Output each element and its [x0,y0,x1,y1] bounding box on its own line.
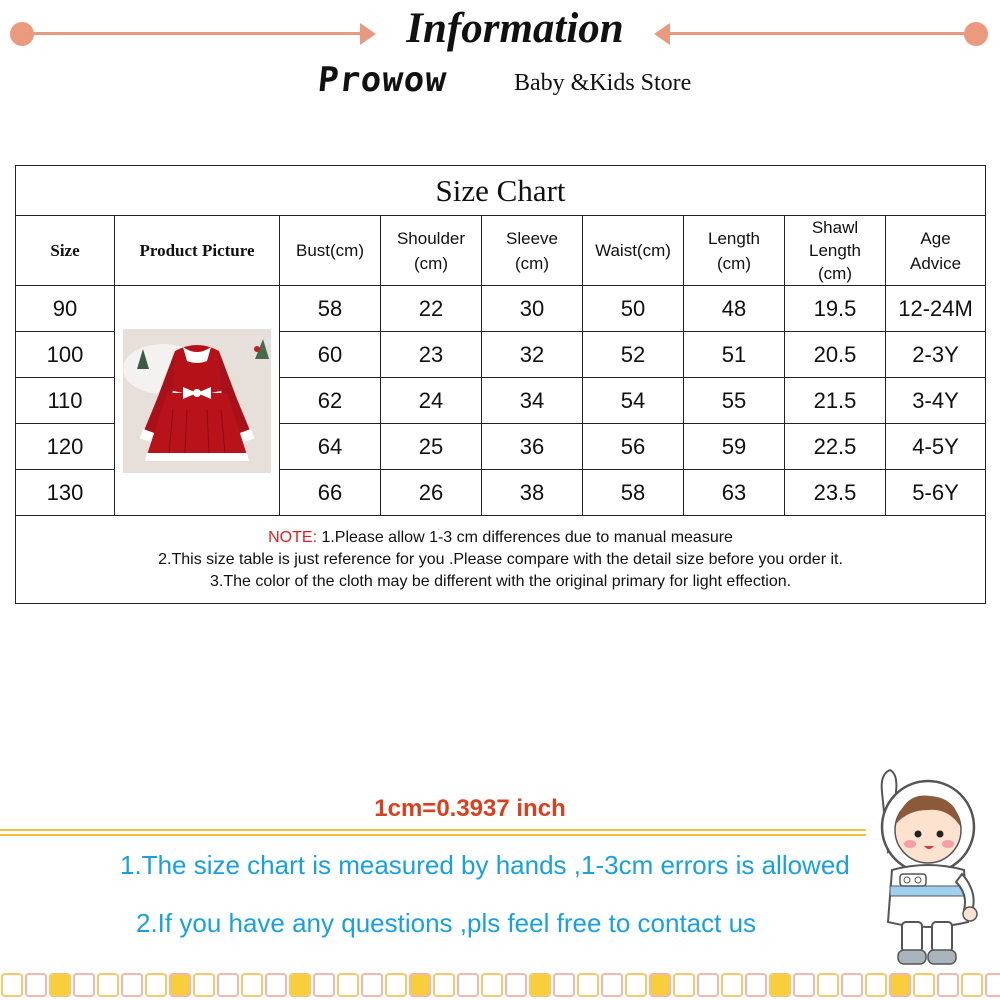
border-tile [986,974,1000,996]
border-tile [146,974,166,996]
decorative-border-strip [0,970,1000,1000]
col-waist-header: Waist(cm) [583,216,684,286]
border-tile [50,974,70,996]
border-tile [602,974,622,996]
cell-size: 110 [16,378,115,424]
cell-sleeve: 36 [482,424,583,470]
size-chart-notes [16,516,986,604]
border-tile [842,974,862,996]
footer-note-2: 2.If you have any questions ,pls feel free to contact us [136,908,757,938]
note-line-2: 2.This size table is just reference for you .Please compare with the detail size before you order it. [158,550,843,568]
cell-length: 51 [684,332,785,378]
cell-shawl: 22.5 [785,424,886,470]
cell-shoulder: 24 [381,378,482,424]
unit-conversion: 1cm=0.3937 inch [374,795,566,822]
size-chart-title: Size Chart [16,166,986,216]
astronaut-mascot-icon [868,762,988,967]
divider-line-bottom [0,834,866,836]
border-tile [74,974,94,996]
cell-length: 59 [684,424,785,470]
cell-sleeve: 32 [482,332,583,378]
cell-length: 63 [684,470,785,516]
cell-shawl: 23.5 [785,470,886,516]
cell-sleeve: 38 [482,470,583,516]
border-tile [674,974,694,996]
brand-logo: Prowow [315,60,449,100]
cell-shoulder: 25 [381,424,482,470]
cell-size: 130 [16,470,115,516]
border-tile [242,974,262,996]
border-tile [434,974,454,996]
cell-size: 100 [16,332,115,378]
cell-bust: 60 [280,332,381,378]
border-tile [122,974,142,996]
border-tile [338,974,358,996]
cell-sleeve: 30 [482,286,583,332]
border-tile [290,974,310,996]
col-bust-header: Bust(cm) [280,216,381,286]
header-title: Information [406,5,624,52]
divider-line-top [0,829,866,831]
table-row [16,286,986,332]
note-label: NOTE: [268,528,318,546]
cell-length: 48 [684,286,785,332]
border-tile [722,974,742,996]
store-subtitle: Baby &Kids Store [514,70,692,96]
cell-bust: 66 [280,470,381,516]
product-picture [123,329,271,473]
border-tile [914,974,934,996]
cell-age: 2-3Y [886,332,986,378]
col-age-header: Age Advice [886,216,986,286]
cell-waist: 56 [583,424,684,470]
border-tile [794,974,814,996]
border-tile [386,974,406,996]
border-tile [938,974,958,996]
cell-shoulder: 23 [381,332,482,378]
product-picture-cell [115,286,280,516]
border-tile [506,974,526,996]
border-tile [578,974,598,996]
cell-size: 90 [16,286,115,332]
header-right-dot-icon [964,22,988,46]
border-tile [698,974,718,996]
border-tile [962,974,982,996]
cell-shoulder: 26 [381,470,482,516]
cell-waist: 54 [583,378,684,424]
border-tile [410,974,430,996]
border-tile [746,974,766,996]
cell-age: 3-4Y [886,378,986,424]
cell-shawl: 19.5 [785,286,886,332]
border-tile [362,974,382,996]
cell-shoulder: 22 [381,286,482,332]
header-row [16,216,986,286]
note-line-3: 3.The color of the cloth may be different with the original primary for light effection. [210,572,792,590]
header-right-arrow-icon [360,23,376,45]
col-shawl-header: Shawl Length (cm) [785,216,886,286]
cell-sleeve: 34 [482,378,583,424]
red-dress-icon [123,329,271,473]
border-tile [626,974,646,996]
cell-waist: 50 [583,286,684,332]
col-sleeve-header: Sleeve (cm) [482,216,583,286]
border-tile [26,974,46,996]
col-picture-header: Product Picture [115,216,280,286]
size-chart-table [15,165,986,604]
border-tile [458,974,478,996]
border-tile [554,974,574,996]
col-shoulder-header: Shoulder (cm) [381,216,482,286]
note-line-1: 1.Please allow 1-3 cm differences due to manual measure [317,528,733,546]
border-tile [98,974,118,996]
border-tile [194,974,214,996]
border-tile [482,974,502,996]
cell-age: 5-6Y [886,470,986,516]
cell-size: 120 [16,424,115,470]
border-tile [218,974,238,996]
border-tile [818,974,838,996]
border-tile [770,974,790,996]
header-right-line [668,32,976,35]
border-tile [650,974,670,996]
border-tile [2,974,22,996]
border-tile [890,974,910,996]
border-tile [170,974,190,996]
header-left-line [22,32,362,35]
border-tile [314,974,334,996]
col-size-header: Size [16,216,115,286]
col-length-header: Length (cm) [684,216,785,286]
cell-waist: 52 [583,332,684,378]
cell-bust: 58 [280,286,381,332]
border-tile [866,974,886,996]
footer-note-1: 1.The size chart is measured by hands ,1-3cm errors is allowed [120,850,850,880]
cell-age: 4-5Y [886,424,986,470]
border-tile [266,974,286,996]
cell-bust: 62 [280,378,381,424]
cell-shawl: 20.5 [785,332,886,378]
cell-shawl: 21.5 [785,378,886,424]
cell-length: 55 [684,378,785,424]
border-tile [530,974,550,996]
cell-waist: 58 [583,470,684,516]
cell-bust: 64 [280,424,381,470]
cell-age: 12-24M [886,286,986,332]
